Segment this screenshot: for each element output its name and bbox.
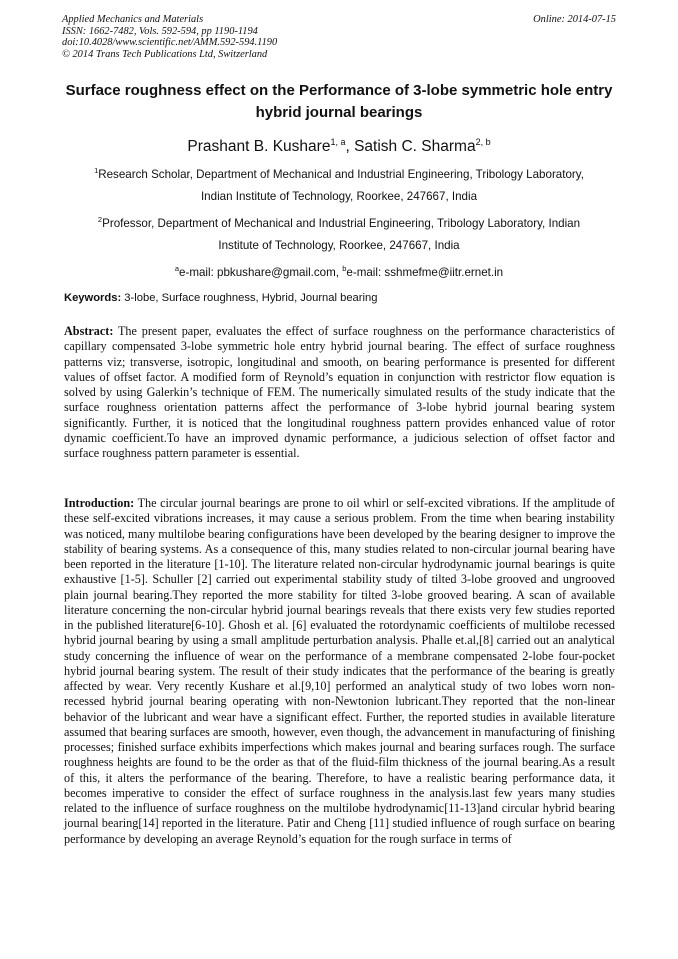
abstract-text: The present paper, evaluates the effect of surface roughness on the performance characteristics of capillary compensated 3-lobe symmetric hole entry hybrid journal bearing. The effect of surface roughness patterns viz; transverse, isotropic, longitudinal and smooth, on bearing performance is presented for different values of offset factor. A modified form of Reynold’s equation in conjunction with restrictor flow equation is solved by using Galerkin’s technique of FEM. The numerically simulated results of the study indicate that the surface roughness orientation patterns affect the performance of 3-lobe hybrid journal bearing system significantly. Further, it is noticed that the longitudinal roughness pattern provides enhanced value of rotor dynamic coefficient.To have an improved dynamic performance, a judicious selection of offset factor and surface roughness pattern parameter is essential. [64, 324, 615, 460]
email-line [62, 258, 616, 284]
abstract-paragraph [64, 324, 615, 461]
issn-line: ISSN: 1662-7482, Vols. 592-594, pp 1190-1194 [62, 25, 258, 37]
affiliation-1-line-1 [62, 160, 616, 186]
author-1-name: Prashant B. Kushare [187, 138, 331, 156]
author-2-name: Satish C. Sharma [354, 138, 476, 156]
keywords [64, 290, 618, 306]
affiliations [62, 160, 616, 284]
email-a-superscript: a [174, 263, 180, 273]
keywords-text: 3-lobe, Surface roughness, Hybrid, Journal bearing [121, 292, 378, 304]
affiliation-2-superscript: 2 [97, 214, 103, 224]
affiliation-2-text-1: Professor, Department of Mechanical and Industrial Engineering, Tribology Laboratory, Indian [102, 216, 581, 230]
online-date: Online: 2014-07-15 [533, 14, 616, 25]
affiliation-1-superscript: 1 [94, 166, 99, 175]
author-1-superscript: 1, a [330, 137, 346, 147]
affiliation-1-line-2: Indian Institute of Technology, Roorkee, 247667, India [200, 190, 478, 204]
copyright-line: © 2014 Trans Tech Publications Ltd, Switzerland [62, 48, 268, 60]
doi-line: doi:10.4028/www.scientific.net/AMM.592-594.1190 [62, 37, 278, 49]
introduction-text: The circular journal bearings are prone to oil whirl or self-excited vibrations. If the amplitude of these self-excited vibrations increases, it may cause a serious problem. From the time when bearing instability was noticed, many multilobe bearing configurations have been developed by the bearing designer to improve the stability of bearing systems. As a consequence of this, many studies related to non-circular journal bearing have been reported in the literature [1-10]. The literature related non-circular hydrodynamic journal bearings is quite exhaustive [1-5]. Schuller [2] carried out experimental stability study of tilted 3-lobe grooved and ungrooved plain journal bearing.They reported the more stability for tilted 3-lobe grooved bearing. A scan of available literature concerning the non-circular hybrid journal bearings reveals that there exists very few studies reported in the published literature[6-10]. Ghosh et al. [6] evaluated the rotordynamic coefficients of multilobe recessed hybrid journal bearing by using a small amplitude perturbation analysis. Phalle et.al,[8] carried out an analytical study concerning the influence of wear on the performance of a membrane compensated 2-lobe four-pocket hybrid journal bearing system. The result of their study indicates that the performance of the bearing is greatly affected by wear. Very recently Kushare et al.[9,10] performed an analytical study of two lobes worn non-recessed hybrid journal bearing operating with non-Newtonion lubricant.They reported that the non-linear behavior of the lubricant and wear have a significant effect. Further, the reported studies in available literature assumed that bearing surfaces are smooth, however, even though, the advancement in manufacturing of finishing processes; finished surface exhibits imperfections which makes journal and bearing surfaces rough. The surface roughness heights are found to be the order as that of the fluid-film thickness of the journal bearing.As a result of this, it alters the performance of the bearing. Therefore, to have a realistic bearing performance data, it becomes imperative to consider the effect of surface roughness in the analysis.last few years many studies related to the influence of surface roughness on the multilobe hydrodynamic[11-13]and circular hybrid bearing journal bearing[14] reported in the literature. Patir and Cheng [11] studied influence of rough surface on bearing performance by developing an average Reynold’s equation for the rough surface in terms of [64, 496, 615, 846]
affiliation-2-line-2: Institute of Technology, Roorkee, 247667, India [218, 239, 460, 253]
introduction-label: Introduction: [64, 496, 135, 510]
journal-header [62, 14, 616, 60]
affiliation-2-line-1 [62, 209, 616, 235]
author-separator: , [345, 138, 355, 156]
journal-name: Applied Mechanics and Materials [62, 14, 204, 25]
introduction-paragraph [64, 496, 615, 847]
abstract-label: Abstract: [64, 324, 114, 338]
author-2-superscript: 2, b [475, 137, 491, 147]
affiliation-1-text-1: Research Scholar, Department of Mechanical and Industrial Engineering, Tribology Laboratory, [98, 167, 584, 181]
author-line [62, 132, 616, 157]
keywords-label: Keywords: [64, 292, 122, 304]
email-b: e-mail: sshmefme@iitr.ernet.in [346, 265, 504, 279]
email-b-superscript: b [342, 263, 347, 273]
email-a: e-mail: pbkushare@gmail.com, [179, 265, 343, 279]
paper-title: Surface roughness effect on the Performance of 3-lobe symmetric hole entry hybrid journal bearings [65, 82, 613, 121]
